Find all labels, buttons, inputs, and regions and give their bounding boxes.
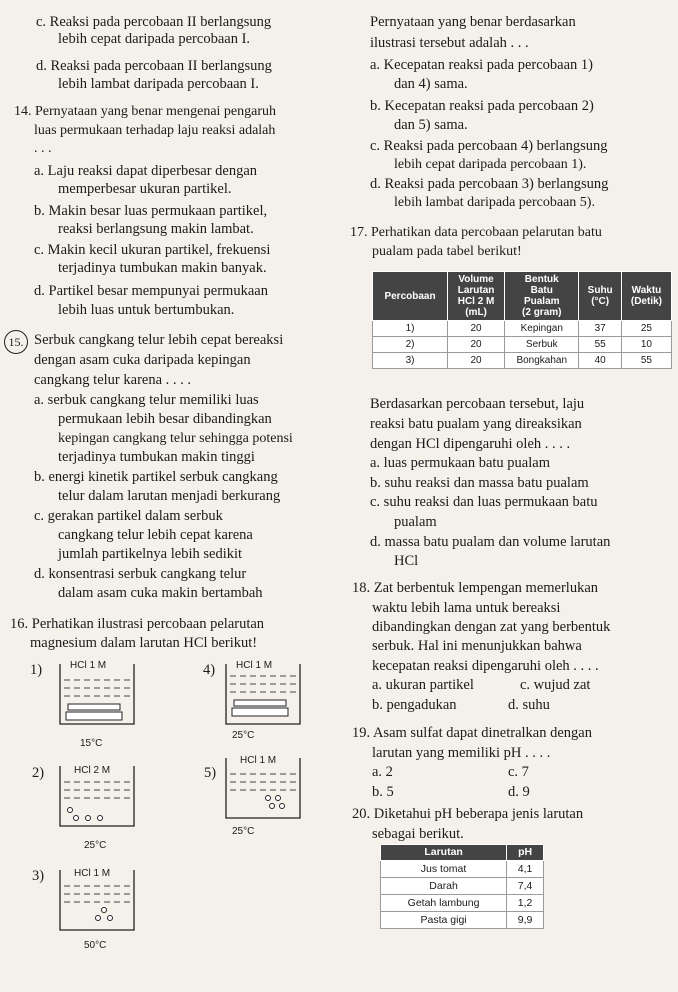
table-cell: 40 [579, 353, 621, 369]
q19-option-b: b. 5 [372, 784, 394, 800]
q14-option-b-line2: reaksi berlangsung makin lambat. [58, 221, 254, 237]
q16-option-d-line1: d. Reaksi pada percobaan 3) berlangsung [370, 176, 609, 192]
q19-option-a: a. 2 [372, 764, 393, 780]
q16-option-b-line2: dan 5) sama. [394, 117, 468, 133]
q15-option-a-line4: terjadinya tumbukan makin tinggi [58, 449, 255, 465]
q15-option-b-line1: b. energi kinetik partikel serbuk cangkang [34, 469, 278, 485]
table-cell: Pasta gigi [381, 912, 507, 929]
q18-line1: 18. Zat berbentuk lempengan memerlukan [352, 580, 599, 596]
table-cell: 25 [621, 321, 671, 337]
q17-option-c-line2: pualam [394, 514, 437, 530]
beaker-4-number: 4) [203, 662, 216, 678]
q16-option-d-line2: lebih lambat daripada percobaan 5). [394, 195, 595, 210]
table-cell: Darah [381, 878, 507, 895]
q18-line4: serbuk. Hal ini menunjukkan bahwa [372, 638, 582, 654]
q20-line2: sebagai berikut. [372, 826, 464, 842]
table-row [381, 878, 544, 895]
table-cell: 9,9 [507, 912, 544, 929]
q13-option-c-line1: c. Reaksi pada percobaan II berlangsung [36, 14, 272, 30]
q17-option-b: b. suhu reaksi dan massa batu pualam [370, 475, 589, 491]
beaker-5-label: HCl 1 M [240, 755, 277, 766]
table-cell: 1) [373, 321, 448, 337]
q14-option-d-line2: lebih luas untuk bertumbukan. [58, 302, 235, 318]
beaker-1-temp: 15°C [80, 738, 103, 749]
table-cell: 37 [579, 321, 621, 337]
beaker-2-temp: 25°C [84, 840, 107, 851]
beaker-1-icon [54, 660, 140, 730]
table-row [381, 912, 544, 929]
table-cell: 10 [621, 337, 671, 353]
table-cell: Kepingan [505, 321, 579, 337]
q15-line2: dengan asam cuka daripada kepingan [34, 352, 251, 368]
q18-option-c: c. wujud zat [520, 677, 591, 693]
column-header: Percobaan [373, 272, 448, 321]
column-header: Suhu (°C) [579, 272, 621, 321]
q16-option-a-line2: dan 4) sama. [394, 76, 468, 92]
table-row [373, 337, 672, 353]
q18-option-a: a. ukuran partikel [372, 677, 474, 693]
q20-ph-table [380, 844, 544, 929]
beaker-1-label: HCl 1 M [70, 660, 107, 671]
q16-line1: 16. Perhatikan ilustrasi percobaan pelarutan [10, 616, 265, 632]
beaker-5-icon [220, 754, 306, 824]
q18-option-d: d. suhu [508, 697, 550, 713]
beaker-5-number: 5) [204, 765, 217, 781]
q15-option-a-line2: permukaan lebih besar dibandingkan [58, 411, 272, 427]
q14-option-b-line1: b. Makin besar luas permukaan partikel, [34, 203, 268, 219]
table-cell: Bongkahan [505, 353, 579, 369]
beaker-2-number: 2) [32, 765, 45, 781]
q17-option-a: a. luas permukaan batu pualam [370, 455, 550, 471]
beaker-5-temp: 25°C [232, 826, 255, 837]
q17-followup-line2: reaksi batu pualam yang direaksikan [370, 416, 582, 432]
q17-option-d-line2: HCl [394, 553, 419, 569]
table-row [373, 353, 672, 369]
q16-intro-line2: ilustrasi tersebut adalah . . . [370, 35, 529, 51]
q17-followup-line1: Berdasarkan percobaan tersebut, laju [370, 396, 585, 412]
q18-line2: waktu lebih lama untuk bereaksi [372, 600, 561, 616]
q15-line1: Serbuk cangkang telur lebih cepat bereaksi [34, 332, 284, 348]
table-cell: 20 [448, 353, 505, 369]
beaker-3-icon [54, 866, 140, 936]
column-header: Volume Larutan HCl 2 M (mL) [448, 272, 505, 321]
table-cell: 4,1 [507, 861, 544, 878]
q14-line3: . . . [34, 141, 52, 156]
q17-line1: 17. Perhatikan data percobaan pelarutan batu [350, 225, 602, 240]
q14-line2: luas permukaan terhadap laju reaksi adalah [34, 123, 276, 138]
table-cell: 3) [373, 353, 448, 369]
table-cell: 1,2 [507, 895, 544, 912]
table-row [381, 861, 544, 878]
table-cell: Serbuk [505, 337, 579, 353]
q13-option-c-line2: lebih cepat daripada percobaan I. [58, 31, 251, 47]
q14-option-a-line1: a. Laju reaksi dapat diperbesar dengan [34, 163, 258, 179]
q16-option-a-line1: a. Kecepatan reaksi pada percobaan 1) [370, 57, 594, 73]
beaker-4-icon [220, 660, 306, 730]
q19-line2: larutan yang memiliki pH . . . . [372, 745, 551, 761]
q15-line3: cangkang telur karena . . . . [34, 372, 192, 388]
table-cell: 55 [621, 353, 671, 369]
q17-data-table [372, 271, 672, 369]
table-header-row [381, 845, 544, 861]
table-cell: 55 [579, 337, 621, 353]
q15-option-a-line3: kepingan cangkang telur sehingga potensi [58, 431, 293, 446]
q19-option-c: c. 7 [508, 764, 529, 780]
table-row [381, 895, 544, 912]
column-header: pH [507, 845, 544, 861]
table-cell: 20 [448, 337, 505, 353]
table-cell: Jus tomat [381, 861, 507, 878]
beaker-3-number: 3) [32, 868, 45, 884]
q13-option-d-line1: d. Reaksi pada percobaan II berlangsung [36, 58, 272, 74]
q16-option-c-line2: lebih cepat daripada percobaan 1). [394, 157, 587, 172]
q15-option-c-line3: jumlah partikelnya lebih sedikit [58, 546, 243, 562]
beaker-2-icon [54, 762, 140, 832]
beaker-4-temp: 25°C [232, 730, 255, 741]
q17-line2: pualam pada tabel berikut! [372, 244, 522, 259]
q14-line1: 14. Pernyataan yang benar mengenai pengaruh [14, 104, 277, 119]
column-header: Bentuk Batu Pualam (2 gram) [505, 272, 579, 321]
q16-line2: magnesium dalam larutan HCl berikut! [30, 635, 258, 651]
beaker-3-temp: 50°C [84, 940, 107, 951]
q16-option-c-line1: c. Reaksi pada percobaan 4) berlangsung [370, 138, 608, 154]
q15-number: 15. [4, 330, 28, 354]
q17-option-d-line1: d. massa batu pualam dan volume larutan [370, 534, 611, 550]
q15-option-c-line1: c. gerakan partikel dalam serbuk [34, 508, 223, 524]
table-cell: 7,4 [507, 878, 544, 895]
beaker-3-label: HCl 1 M [74, 868, 111, 879]
q18-line5: kecepatan reaksi dipengaruhi oleh . . . . [372, 658, 599, 674]
q14-option-a-line2: memperbesar ukuran partikel. [58, 181, 232, 197]
q15-option-c-line2: cangkang telur lebih cepat karena [58, 527, 253, 543]
table-cell: 2) [373, 337, 448, 353]
q14-option-c-line2: terjadinya tumbukan makin banyak. [58, 260, 267, 276]
column-header: Waktu (Detik) [621, 272, 671, 321]
q20-line1: 20. Diketahui pH beberapa jenis larutan [352, 806, 584, 822]
table-cell: Getah lambung [381, 895, 507, 912]
q17-option-c-line1: c. suhu reaksi dan luas permukaan batu [370, 494, 598, 510]
q15-option-d-line1: d. konsentrasi serbuk cangkang telur [34, 566, 247, 582]
q16-option-b-line1: b. Kecepatan reaksi pada percobaan 2) [370, 98, 594, 114]
table-cell: 20 [448, 321, 505, 337]
q15-option-b-line2: telur dalam larutan menjadi berkurang [58, 488, 281, 504]
beaker-2-label: HCl 2 M [74, 765, 111, 776]
beaker-4-label: HCl 1 M [236, 660, 273, 671]
q14-option-d-line1: d. Partikel besar mempunyai permukaan [34, 283, 268, 299]
q16-intro-line1: Pernyataan yang benar berdasarkan [370, 14, 576, 30]
q13-option-d-line2: lebih lambat daripada percobaan I. [58, 76, 259, 92]
q14-option-c-line1: c. Makin kecil ukuran partikel, frekuensi [34, 242, 271, 258]
beaker-1-number: 1) [30, 662, 43, 678]
q19-option-d: d. 9 [508, 784, 530, 800]
q15-option-d-line2: dalam asam cuka makin bertambah [58, 585, 263, 601]
q18-line3: dibandingkan dengan zat yang berbentuk [372, 619, 611, 635]
q17-followup-line3: dengan HCl dipengaruhi oleh . . . . [370, 436, 571, 452]
column-header: Larutan [381, 845, 507, 861]
table-header-row [373, 272, 672, 321]
q19-line1: 19. Asam sulfat dapat dinetralkan dengan [352, 725, 592, 741]
table-row [373, 321, 672, 337]
q15-option-a-line1: a. serbuk cangkang telur memiliki luas [34, 392, 259, 408]
q18-option-b: b. pengadukan [372, 697, 457, 713]
